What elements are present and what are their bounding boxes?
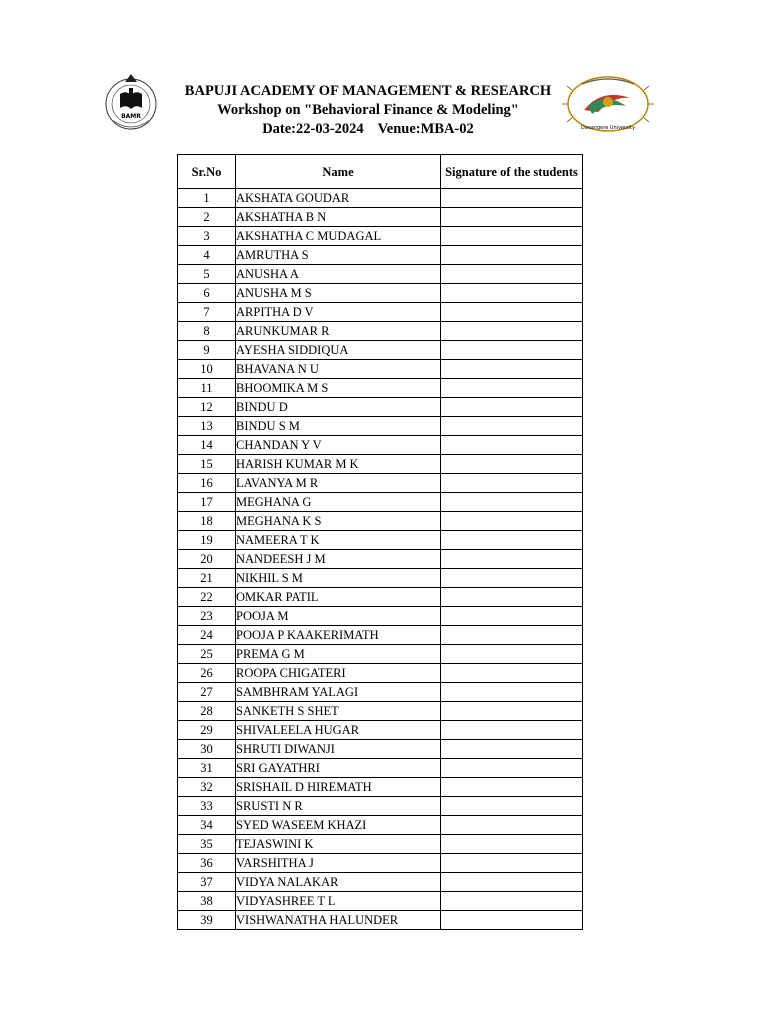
table-row [178, 778, 583, 797]
serial-number: 36 [178, 854, 236, 873]
workshop-title: Workshop on "Behavioral Finance & Modeling" [217, 102, 519, 118]
student-name: SRUSTI N R [236, 797, 441, 816]
table-row [178, 265, 583, 284]
title-block [160, 82, 576, 139]
serial-number: 38 [178, 892, 236, 911]
serial-number: 33 [178, 797, 236, 816]
table-row [178, 436, 583, 455]
signature-cell [441, 265, 583, 284]
table-row [178, 341, 583, 360]
table-row [178, 227, 583, 246]
table-row [178, 835, 583, 854]
signature-cell [441, 322, 583, 341]
student-name: POOJA P KAAKERIMATH [236, 626, 441, 645]
table-row [178, 303, 583, 322]
signature-cell [441, 626, 583, 645]
signature-cell [441, 702, 583, 721]
serial-number: 22 [178, 588, 236, 607]
serial-number: 37 [178, 873, 236, 892]
serial-number: 12 [178, 398, 236, 417]
signature-cell [441, 721, 583, 740]
student-name: BHOOMIKA M S [236, 379, 441, 398]
header-sr-no: Sr.No [178, 155, 236, 189]
table-row [178, 189, 583, 208]
signature-cell [441, 588, 583, 607]
signature-cell [441, 683, 583, 702]
signature-cell [441, 740, 583, 759]
student-name: CHANDAN Y V [236, 436, 441, 455]
signature-cell [441, 873, 583, 892]
table-row [178, 474, 583, 493]
table-row [178, 683, 583, 702]
student-name: SHRUTI DIWANJI [236, 740, 441, 759]
signature-cell [441, 436, 583, 455]
table-body [178, 189, 583, 930]
student-name: BINDU S M [236, 417, 441, 436]
serial-number: 39 [178, 911, 236, 930]
serial-number: 3 [178, 227, 236, 246]
student-name: NAMEERA T K [236, 531, 441, 550]
table-row [178, 493, 583, 512]
serial-number: 30 [178, 740, 236, 759]
serial-number: 18 [178, 512, 236, 531]
signature-cell [441, 569, 583, 588]
signature-cell [441, 835, 583, 854]
table-row [178, 892, 583, 911]
serial-number: 11 [178, 379, 236, 398]
table-row [178, 607, 583, 626]
student-name: VIDYA NALAKAR [236, 873, 441, 892]
signature-cell [441, 607, 583, 626]
serial-number: 17 [178, 493, 236, 512]
table-row [178, 360, 583, 379]
signature-cell [441, 778, 583, 797]
serial-number: 25 [178, 645, 236, 664]
serial-number: 29 [178, 721, 236, 740]
table-row [178, 911, 583, 930]
student-name: OMKAR PATIL [236, 588, 441, 607]
signature-cell [441, 645, 583, 664]
signature-cell [441, 379, 583, 398]
student-name: ROOPA CHIGATERI [236, 664, 441, 683]
signature-cell [441, 341, 583, 360]
signature-cell [441, 797, 583, 816]
serial-number: 4 [178, 246, 236, 265]
signature-cell [441, 493, 583, 512]
table-row [178, 702, 583, 721]
student-name: MEGHANA G [236, 493, 441, 512]
signature-cell [441, 360, 583, 379]
student-name: SRISHAIL D HIREMATH [236, 778, 441, 797]
student-name: SYED WASEEM KHAZI [236, 816, 441, 835]
student-name: LAVANYA M R [236, 474, 441, 493]
date-venue-line [160, 120, 576, 139]
signature-cell [441, 284, 583, 303]
student-name: POOJA M [236, 607, 441, 626]
table-row [178, 417, 583, 436]
student-name: MEGHANA K S [236, 512, 441, 531]
serial-number: 1 [178, 189, 236, 208]
signature-cell [441, 911, 583, 930]
student-name: VARSHITHA J [236, 854, 441, 873]
signature-cell [441, 664, 583, 683]
student-name: ANUSHA M S [236, 284, 441, 303]
table-row [178, 759, 583, 778]
serial-number: 15 [178, 455, 236, 474]
student-name: ARPITHA D V [236, 303, 441, 322]
student-name: NIKHIL S M [236, 569, 441, 588]
serial-number: 32 [178, 778, 236, 797]
table-row [178, 664, 583, 683]
serial-number: 24 [178, 626, 236, 645]
event-date: Date:22-03-2024 [262, 121, 364, 137]
table-row [178, 797, 583, 816]
student-name: NANDEESH J M [236, 550, 441, 569]
serial-number: 10 [178, 360, 236, 379]
table-row [178, 854, 583, 873]
bamr-logo-text: BAMR [121, 113, 141, 120]
serial-number: 20 [178, 550, 236, 569]
table-row [178, 284, 583, 303]
serial-number: 2 [178, 208, 236, 227]
signature-cell [441, 550, 583, 569]
student-name: ARUNKUMAR R [236, 322, 441, 341]
signature-cell [441, 417, 583, 436]
student-name: VIDYASHREE T L [236, 892, 441, 911]
serial-number: 13 [178, 417, 236, 436]
serial-number: 31 [178, 759, 236, 778]
institution-name: BAPUJI ACADEMY OF MANAGEMENT & RESEARCH [184, 83, 552, 99]
serial-number: 9 [178, 341, 236, 360]
serial-number: 28 [178, 702, 236, 721]
student-name: ANUSHA A [236, 265, 441, 284]
serial-number: 5 [178, 265, 236, 284]
table-row [178, 873, 583, 892]
davangere-logo-text: Davangere University [580, 125, 636, 131]
header-name: Name [236, 155, 441, 189]
serial-number: 27 [178, 683, 236, 702]
serial-number: 21 [178, 569, 236, 588]
table-row [178, 569, 583, 588]
student-name: AKSHATHA C MUDAGAL [236, 227, 441, 246]
event-venue: Venue:MBA-02 [377, 121, 474, 137]
student-name: AKSHATHA B N [236, 208, 441, 227]
signature-cell [441, 474, 583, 493]
table-row [178, 645, 583, 664]
signature-cell [441, 398, 583, 417]
student-name: SHIVALEELA HUGAR [236, 721, 441, 740]
table-row [178, 398, 583, 417]
table-row [178, 721, 583, 740]
serial-number: 6 [178, 284, 236, 303]
signature-cell [441, 189, 583, 208]
serial-number: 35 [178, 835, 236, 854]
signature-cell [441, 531, 583, 550]
serial-number: 23 [178, 607, 236, 626]
serial-number: 34 [178, 816, 236, 835]
table-row [178, 322, 583, 341]
serial-number: 8 [178, 322, 236, 341]
student-name: SANKETH S SHET [236, 702, 441, 721]
table-row [178, 455, 583, 474]
table-row [178, 379, 583, 398]
signature-cell [441, 759, 583, 778]
student-name: AYESHA SIDDIQUA [236, 341, 441, 360]
table-row [178, 208, 583, 227]
table-row [178, 740, 583, 759]
student-name: AMRUTHA S [236, 246, 441, 265]
student-name: VISHWANATHA HALUNDER [236, 911, 441, 930]
table-row [178, 531, 583, 550]
attendance-table [177, 154, 583, 930]
student-name: BINDU D [236, 398, 441, 417]
table-row [178, 246, 583, 265]
serial-number: 19 [178, 531, 236, 550]
serial-number: 16 [178, 474, 236, 493]
table-row [178, 512, 583, 531]
signature-cell [441, 816, 583, 835]
table-row [178, 588, 583, 607]
bamr-logo [104, 68, 158, 144]
signature-cell [441, 892, 583, 911]
table-header-row [178, 155, 583, 189]
signature-cell [441, 227, 583, 246]
table-row [178, 816, 583, 835]
student-name: TEJASWINI K [236, 835, 441, 854]
signature-cell [441, 455, 583, 474]
student-name: PREMA G M [236, 645, 441, 664]
table-row [178, 626, 583, 645]
document-header [0, 0, 768, 150]
serial-number: 26 [178, 664, 236, 683]
davangere-university-logo [562, 72, 654, 134]
student-name: AKSHATA GOUDAR [236, 189, 441, 208]
signature-cell [441, 208, 583, 227]
serial-number: 14 [178, 436, 236, 455]
signature-cell [441, 303, 583, 322]
student-name: SRI GAYATHRI [236, 759, 441, 778]
serial-number: 7 [178, 303, 236, 322]
student-name: SAMBHRAM YALAGI [236, 683, 441, 702]
signature-cell [441, 246, 583, 265]
header-signature: Signature of the students [441, 155, 583, 189]
signature-cell [441, 512, 583, 531]
signature-cell [441, 854, 583, 873]
student-name: BHAVANA N U [236, 360, 441, 379]
student-name: HARISH KUMAR M K [236, 455, 441, 474]
table-row [178, 550, 583, 569]
